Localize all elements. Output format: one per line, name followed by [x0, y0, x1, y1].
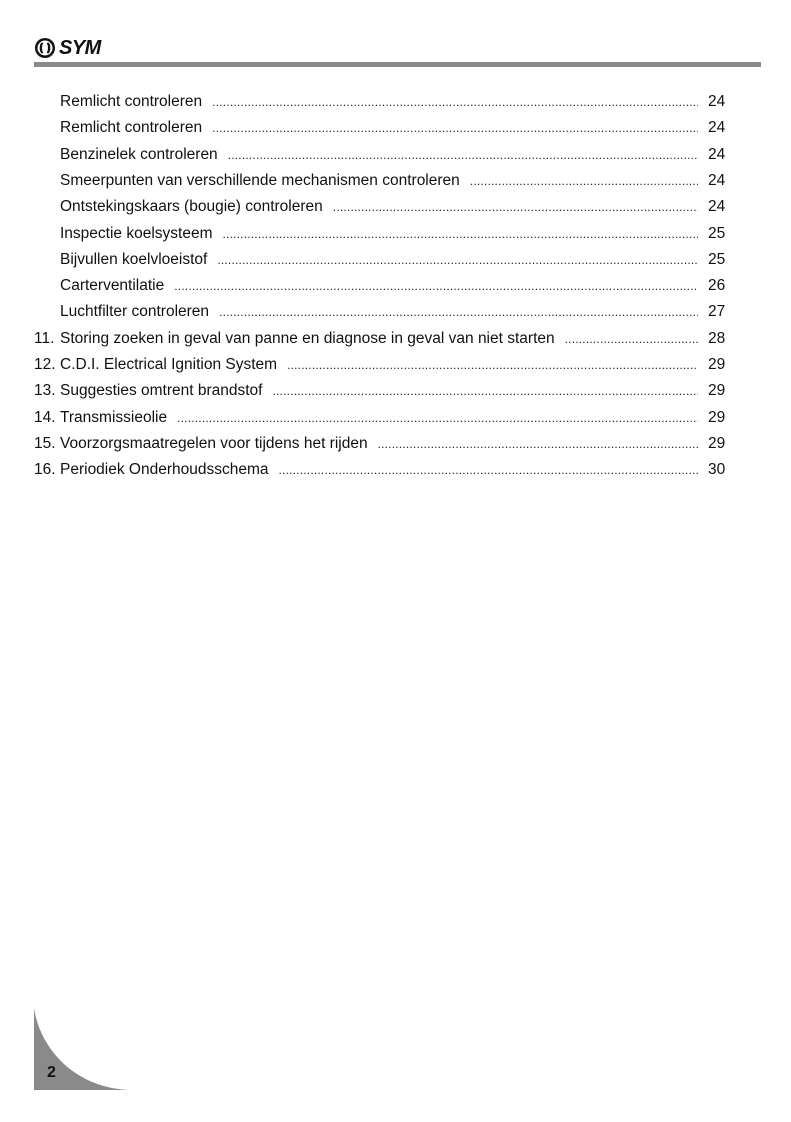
toc-dot-leader [565, 326, 698, 352]
toc-entry-label[interactable]: Transmissieolie [60, 408, 168, 426]
toc-entry-number: 13. [34, 382, 56, 400]
toc-entry-page[interactable]: 30 [708, 461, 726, 479]
toc-entry[interactable] [0, 457, 791, 483]
toc-entry[interactable] [0, 168, 791, 194]
toc-entry-page[interactable]: 26 [708, 277, 726, 295]
toc-entry-page[interactable]: 25 [708, 224, 726, 242]
toc-entry-page[interactable]: 24 [708, 198, 726, 216]
toc-entry-label[interactable]: Ontstekingskaars (bougie) controleren [60, 198, 323, 216]
toc-entry-label[interactable]: Bijvullen koelvloeistof [60, 250, 208, 268]
toc-entry-label[interactable]: Suggesties omtrent brandstof [60, 382, 263, 400]
toc-entry-label[interactable]: Remlicht controleren [60, 119, 203, 137]
toc-entry-page[interactable]: 24 [708, 171, 726, 189]
toc-dot-leader [219, 299, 698, 325]
toc-dot-leader [279, 457, 698, 483]
toc-entry[interactable] [0, 352, 791, 378]
toc-dot-leader [287, 352, 698, 378]
brand-name: SYM [59, 37, 101, 59]
toc-dot-leader [272, 378, 698, 404]
toc-entry[interactable] [0, 194, 791, 220]
toc-entry[interactable] [0, 378, 791, 404]
toc-entry[interactable] [0, 89, 791, 115]
toc-entry[interactable] [0, 273, 791, 299]
toc-entry[interactable] [0, 142, 791, 168]
toc-entry-number: 11. [34, 329, 55, 347]
toc-entry[interactable] [0, 326, 791, 352]
toc-entry-page[interactable]: 24 [708, 93, 726, 110]
toc-entry[interactable] [0, 405, 791, 431]
toc-entry-page[interactable]: 25 [708, 250, 726, 268]
toc-dot-leader [378, 431, 698, 457]
toc-entry-page[interactable]: 29 [708, 408, 726, 426]
toc-dot-leader [217, 247, 698, 273]
header-divider [34, 62, 761, 67]
toc-entry-label[interactable]: Inspectie koelsysteem [60, 224, 213, 242]
toc-entry-number: 14. [34, 408, 56, 426]
toc-dot-leader [223, 221, 699, 247]
toc-entry-page[interactable]: 27 [708, 303, 726, 321]
toc-entry-number: 16. [34, 461, 56, 479]
toc-entry-page[interactable]: 29 [708, 434, 726, 452]
toc-entry-label[interactable]: Voorzorgsmaatregelen voor tijdens het rijden [60, 434, 368, 452]
toc-entry-number: 12. [34, 356, 56, 373]
toc-entry-page[interactable]: 24 [708, 145, 726, 163]
toc-dot-leader [177, 405, 698, 431]
toc-dot-leader [470, 168, 698, 194]
toc-entry[interactable] [0, 431, 791, 457]
toc-entry-label[interactable]: Periodiek Onderhoudsschema [60, 461, 269, 479]
toc-entry-number: 15. [34, 434, 56, 452]
toc-entry-page[interactable]: 29 [708, 356, 726, 373]
toc-entry[interactable] [0, 221, 791, 247]
sym-logo-icon [34, 37, 56, 59]
toc-dot-leader [212, 89, 698, 115]
toc-entry-label[interactable]: Smeerpunten van verschillende mechanismen controleren [60, 171, 460, 189]
page-header [0, 0, 791, 70]
toc-entry[interactable] [0, 115, 791, 141]
toc-entry-label[interactable]: Storing zoeken in geval van panne en diagnose in geval van niet starten [60, 329, 555, 347]
toc-dot-leader [228, 142, 698, 168]
toc-entry-label[interactable]: Luchtfilter controleren [60, 303, 210, 321]
toc-entry[interactable] [0, 247, 791, 273]
page-number: 2 [47, 1064, 56, 1081]
brand-logo [34, 36, 101, 60]
toc-entry[interactable] [0, 299, 791, 325]
toc-entry-page[interactable]: 28 [708, 329, 726, 347]
toc-entry-page[interactable]: 29 [708, 382, 726, 400]
toc-dot-leader [333, 194, 698, 220]
toc-dot-leader [174, 273, 698, 299]
toc-entry-label[interactable]: Remlicht controleren [60, 93, 203, 110]
toc-entry-label[interactable]: Benzinelek controleren [60, 145, 218, 163]
toc-entry-page[interactable]: 24 [708, 119, 726, 137]
toc-dot-leader [212, 115, 698, 141]
toc-entry-label[interactable]: C.D.I. Electrical Ignition System [60, 356, 278, 373]
toc-entry-label[interactable]: Carterventilatie [60, 277, 165, 295]
